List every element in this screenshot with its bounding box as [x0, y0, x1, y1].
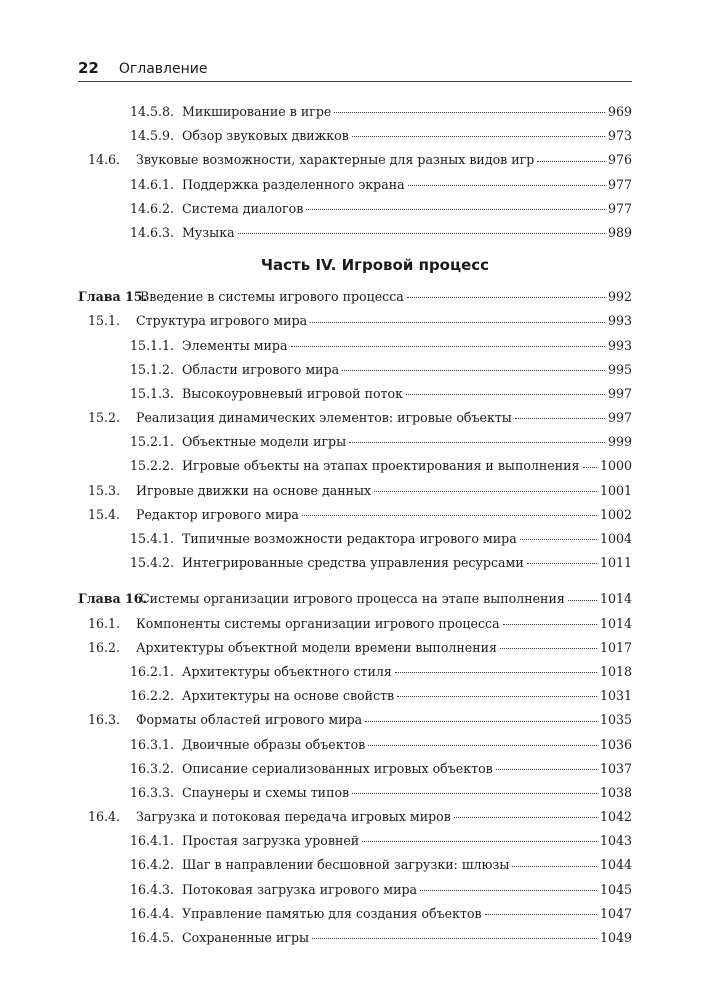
toc-entry	[78, 148, 632, 172]
toc-entry-number: 14.6.2.	[130, 200, 175, 216]
toc-entry-title: Области игрового мира	[182, 361, 340, 377]
toc-entry-title: Редактор игрового мира	[136, 506, 299, 522]
toc-entry-number: 15.2.	[88, 410, 121, 426]
toc-entry-title: Форматы областей игрового мира	[136, 712, 363, 728]
toc-entry-page: 1011	[599, 555, 632, 571]
toc-entry-number: 16.4.1.	[130, 833, 175, 849]
toc-entry-title: Управление памятью для создания объектов	[182, 905, 482, 921]
dot-leader	[503, 624, 597, 625]
toc-entry-page: 1049	[599, 930, 632, 945]
toc-entry	[78, 503, 632, 527]
toc-entry	[78, 805, 632, 829]
page-number: 22	[78, 59, 99, 77]
dot-leader	[407, 297, 605, 298]
toc-entry-number: 14.5.8.	[130, 104, 175, 119]
toc-entry-number: 16.2.1.	[130, 663, 175, 679]
toc-entry-title: Описание сериализованных игровых объектов	[182, 760, 493, 776]
toc-entry	[78, 358, 632, 382]
toc-entry-page: 1042	[599, 809, 632, 825]
toc-entry-page: 1038	[599, 784, 632, 800]
toc-entry-number: 14.6.1.	[130, 176, 175, 192]
toc-entry-title: Системы организации игрового процесса на этапе выполнения	[140, 591, 565, 607]
dot-leader	[306, 209, 605, 210]
dot-leader	[310, 322, 605, 323]
dot-leader	[515, 418, 605, 419]
toc-group-14	[78, 100, 632, 245]
toc-entry-page: 992	[607, 289, 632, 305]
dot-leader	[408, 185, 605, 186]
dot-leader	[512, 866, 597, 867]
toc-entry-number: 16.2.2.	[130, 688, 175, 704]
dot-leader	[406, 394, 605, 395]
toc-entry-title: Типичные возможности редактора игрового мира	[182, 531, 517, 546]
toc-entry-page: 993	[607, 313, 632, 329]
toc-entry-page: 1037	[599, 760, 632, 776]
dot-leader	[374, 491, 597, 492]
dot-leader	[395, 672, 597, 673]
toc-entry-page: 1014	[599, 615, 632, 631]
dot-leader	[397, 696, 597, 697]
toc-entry-title: Компоненты системы организации игрового процесса	[136, 615, 500, 631]
toc-entry-page: 993	[607, 337, 632, 353]
toc-entry-number: 16.3.3.	[130, 784, 175, 800]
dot-leader	[238, 233, 605, 234]
toc-entry-page: 1000	[599, 458, 632, 474]
toc-entry-title: Потоковая загрузка игрового мира	[182, 881, 418, 897]
toc-entry	[78, 636, 632, 660]
toc-entry-page: 999	[607, 434, 632, 450]
toc-entry-title: Сохраненные игры	[182, 930, 310, 945]
toc-entry-page: 1036	[599, 736, 632, 752]
toc-entry	[78, 406, 632, 430]
toc-entry-page: 1047	[599, 905, 632, 921]
toc-entry-number: 16.3.2.	[130, 760, 175, 776]
toc-entry-title: Спаунеры и схемы типов	[182, 784, 350, 800]
dot-leader	[496, 769, 597, 770]
toc-entry-page: 997	[607, 385, 632, 401]
toc-entry-title: Поддержка разделенного экрана	[182, 176, 405, 192]
toc-entry	[78, 708, 632, 732]
toc-entry-number: 16.4.3.	[130, 881, 175, 897]
dot-leader	[352, 136, 605, 137]
toc-entry-number: 14.6.3.	[130, 224, 175, 240]
toc-entry-number: 14.5.9.	[130, 128, 175, 144]
toc-entry-number: 14.6.	[88, 152, 121, 168]
toc-entry-title: Звуковые возможности, характерные для разных видов игр	[136, 152, 535, 168]
toc-entry-number: 15.1.2.	[130, 361, 175, 377]
toc-entry-number: 15.4.	[88, 506, 121, 522]
dot-leader	[334, 112, 605, 113]
dot-leader	[520, 539, 597, 540]
toc-entry	[78, 479, 632, 503]
toc-entry-number: 16.4.5.	[130, 930, 175, 945]
dot-leader	[485, 914, 597, 915]
toc-entry	[78, 829, 632, 853]
running-title: Оглавление	[118, 61, 208, 77]
table-of-contents	[78, 100, 632, 950]
toc-entry-title: Обзор звуковых движков	[182, 128, 349, 144]
dot-leader	[454, 817, 597, 818]
toc-entry-page: 977	[607, 200, 632, 216]
toc-entry-number: 15.1.	[88, 313, 121, 329]
toc-entry-title: Музыка	[182, 224, 235, 240]
toc-entry-number: 16.3.1.	[130, 736, 175, 752]
dot-leader	[312, 938, 597, 939]
toc-entry-page: 977	[607, 176, 632, 192]
toc-entry	[78, 660, 632, 684]
toc-entry	[78, 100, 632, 124]
toc-entry-title: Шаг в направлении бесшовной загрузки: шлюзы	[182, 857, 510, 873]
toc-entry	[78, 878, 632, 902]
toc-entry-title: Загрузка и потоковая передача игровых миров	[136, 809, 451, 825]
toc-entry	[78, 454, 632, 478]
toc-entry-title: Высокоуровневый игровой поток	[182, 385, 403, 401]
toc-entry-title: Элементы мира	[182, 337, 288, 353]
toc-entry-page: 1018	[599, 663, 632, 679]
toc-entry	[78, 733, 632, 757]
toc-entry	[78, 285, 632, 309]
toc-entry-number: 15.1.3.	[130, 385, 175, 401]
toc-entry	[78, 173, 632, 197]
toc-entry-page: 1014	[599, 591, 632, 607]
toc-entry-number: 16.4.	[88, 809, 121, 825]
chapter-gap	[78, 575, 632, 587]
toc-entry-page: 1004	[599, 531, 632, 546]
dot-leader	[349, 442, 605, 443]
toc-entry-title: Игровые объекты на этапах проектирования и выполнения	[182, 458, 580, 474]
toc-entry-page: 1017	[599, 639, 632, 655]
dot-leader	[568, 600, 597, 601]
toc-entry-number: 15.1.1.	[130, 337, 175, 353]
toc-group-15	[78, 285, 632, 575]
toc-entry-title: Простая загрузка уровней	[182, 833, 360, 849]
dot-leader	[352, 793, 597, 794]
toc-entry	[78, 197, 632, 221]
toc-entry-title: Архитектуры на основе свойств	[182, 688, 395, 704]
toc-entry-title: Архитектуры объектного стиля	[182, 663, 392, 679]
toc-entry-number: 15.3.	[88, 482, 121, 498]
toc-entry	[78, 926, 632, 950]
toc-entry-title: Система диалогов	[182, 200, 304, 216]
toc-entry	[78, 781, 632, 805]
toc-entry-title: Структура игрового мира	[136, 313, 308, 329]
toc-entry-number: 15.2.1.	[130, 434, 175, 450]
toc-entry	[78, 587, 632, 611]
toc-entry-number: Глава 15.	[78, 289, 147, 305]
toc-entry	[78, 684, 632, 708]
dot-leader	[420, 890, 597, 891]
dot-leader	[500, 648, 597, 649]
toc-entry	[78, 430, 632, 454]
toc-entry-page: 973	[607, 128, 632, 144]
page-header	[78, 56, 632, 82]
toc-entry-title: Реализация динамических элементов: игровые объекты	[136, 410, 512, 426]
toc-entry	[78, 382, 632, 406]
toc-entry-title: Интегрированные средства управления ресурсами	[182, 555, 524, 571]
toc-entry-page: 997	[607, 410, 632, 426]
toc-entry-page: 976	[607, 152, 632, 168]
toc-entry-page: 989	[607, 224, 632, 240]
dot-leader	[291, 346, 605, 347]
toc-entry	[78, 221, 632, 245]
toc-entry-number: 16.4.4.	[130, 905, 175, 921]
toc-entry-title: Введение в системы игрового процесса	[140, 289, 404, 305]
toc-entry	[78, 612, 632, 636]
toc-entry-page: 969	[607, 104, 632, 119]
toc-entry-number: 16.4.2.	[130, 857, 175, 873]
toc-entry	[78, 853, 632, 877]
toc-entry	[78, 551, 632, 575]
toc-entry-number: 16.2.	[88, 639, 121, 655]
toc-entry-page: 1044	[599, 857, 632, 873]
dot-leader	[527, 563, 597, 564]
toc-entry	[78, 757, 632, 781]
toc-entry-number: Глава 16.	[78, 591, 147, 607]
toc-entry-page: 1043	[599, 833, 632, 849]
toc-entry-title: Двоичные образы объектов	[182, 736, 366, 752]
part-heading: Часть IV. Игровой процесс	[260, 256, 490, 275]
dot-leader	[342, 370, 605, 371]
dot-leader	[583, 467, 597, 468]
toc-entry-number: 15.2.2.	[130, 458, 175, 474]
dot-leader	[365, 721, 597, 722]
toc-entry-title: Игровые движки на основе данных	[136, 482, 372, 498]
toc-entry-page: 1002	[599, 506, 632, 522]
dot-leader	[537, 161, 605, 162]
toc-entry-title: Архитектуры объектной модели времени выполнения	[136, 639, 497, 655]
toc-entry	[78, 334, 632, 358]
toc-entry-number: 16.3.	[88, 712, 121, 728]
toc-entry-title: Микширование в игре	[182, 104, 332, 119]
toc-entry-number: 16.1.	[88, 615, 121, 631]
toc-entry-page: 1045	[599, 881, 632, 897]
toc-group-16	[78, 587, 632, 950]
toc-entry-number: 15.4.2.	[130, 555, 175, 571]
toc-entry	[78, 124, 632, 148]
dot-leader	[302, 515, 597, 516]
toc-entry-page: 1031	[599, 688, 632, 704]
toc-entry-page: 1001	[599, 482, 632, 498]
toc-entry-page: 1035	[599, 712, 632, 728]
toc-entry	[78, 527, 632, 551]
dot-leader	[368, 745, 597, 746]
dot-leader	[362, 841, 597, 842]
toc-entry	[78, 902, 632, 926]
toc-entry-page: 995	[607, 361, 632, 377]
toc-entry-title: Объектные модели игры	[182, 434, 347, 450]
toc-entry	[78, 309, 632, 333]
toc-entry-number: 15.4.1.	[130, 531, 175, 546]
